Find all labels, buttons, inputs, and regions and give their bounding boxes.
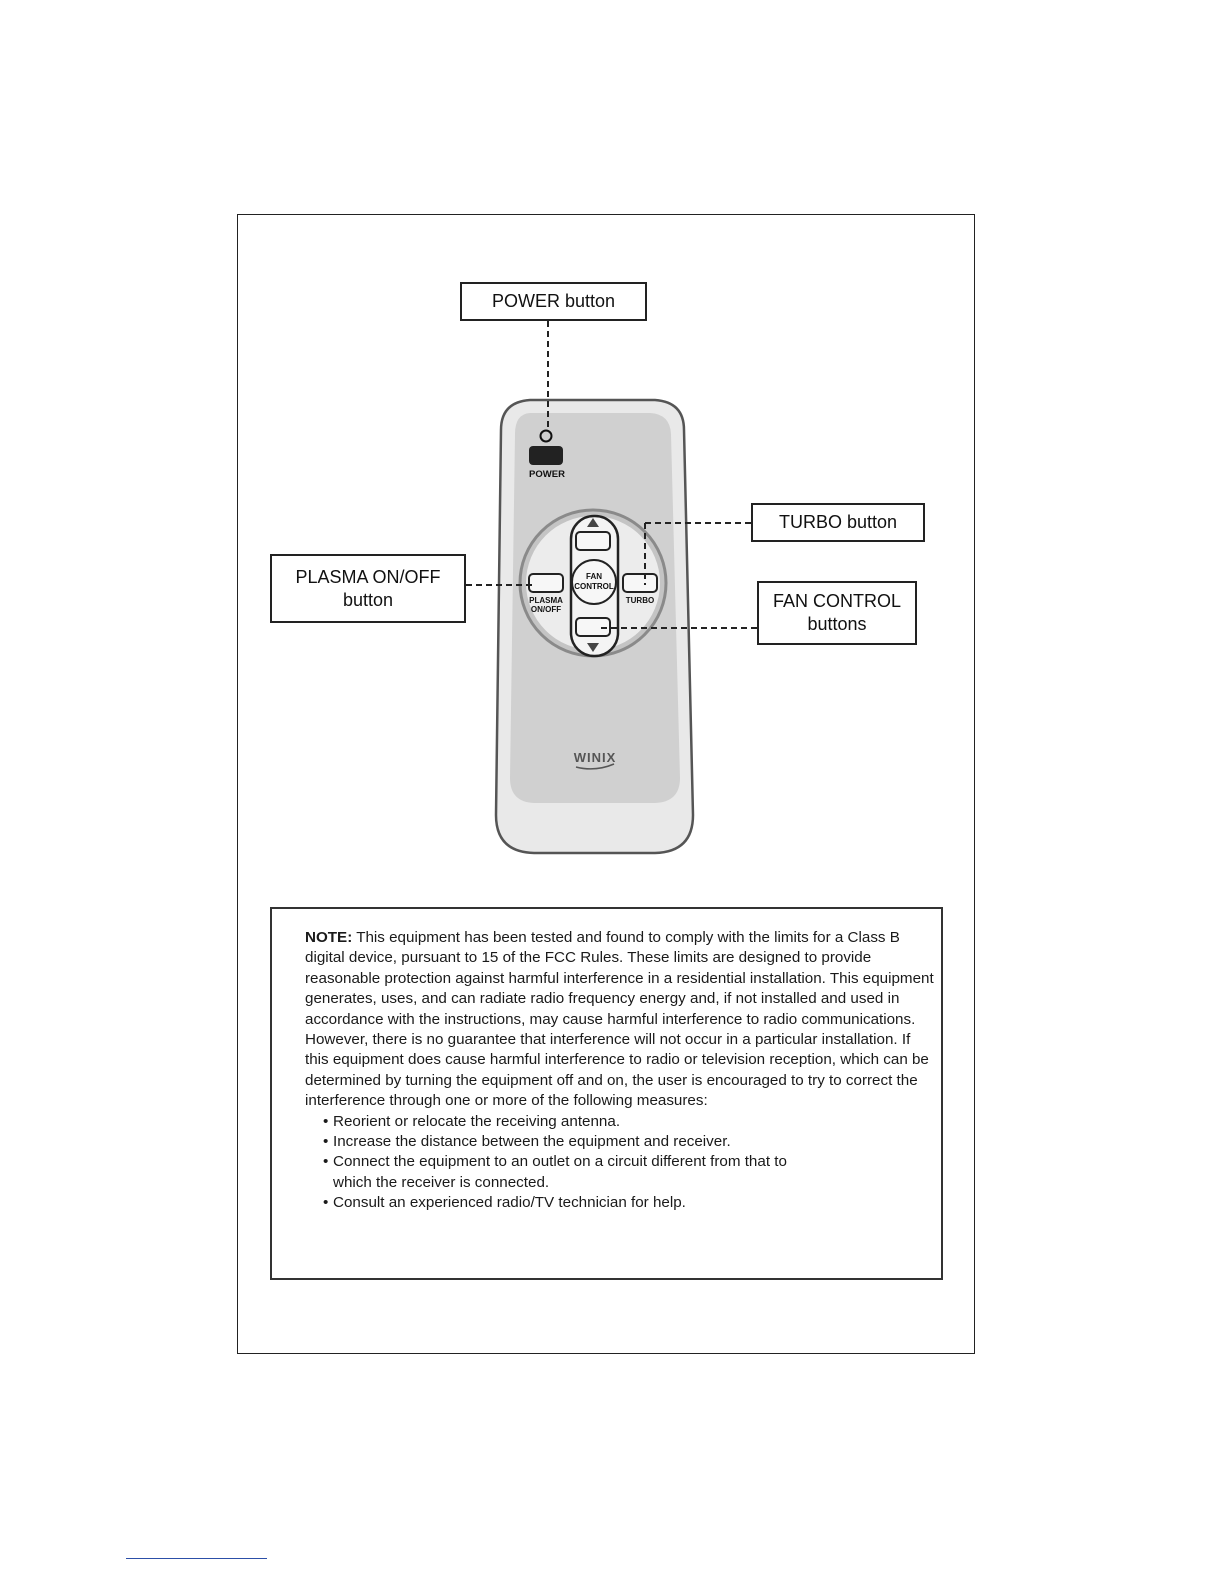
fcc-note-box	[270, 907, 943, 1280]
plasma-label-line2: ON/OFF	[530, 605, 562, 614]
fan-up-button[interactable]	[576, 532, 610, 550]
turbo-callout-text: TURBO button	[778, 512, 898, 532]
plasma-callout	[270, 554, 466, 623]
turbo-button[interactable]	[623, 574, 657, 592]
fcc-note-text	[305, 928, 935, 1214]
brand-logo: WINIX	[573, 750, 617, 765]
fan-label-line1: FAN	[586, 572, 602, 581]
plasma-button[interactable]	[529, 574, 563, 592]
plasma-callout-line1: PLASMA ON/OFF	[295, 566, 441, 587]
power-label: POWER	[529, 469, 565, 480]
fan-callout	[757, 581, 917, 645]
plasma-label-line1: PLASMA	[529, 596, 563, 605]
list-item: • Reorient or relocate the receiving antenna.	[323, 1112, 935, 1132]
footer-rule	[126, 1558, 267, 1559]
note-body: This equipment has been tested and found to comply with the limits for a Class B digital device, pursuant to 15 of the FCC Rules. These limits are designed to provide reasonable protection against harmful interference in a residential installation. This equipment generates, uses, and can radiate radio frequency energy and, if not installed and used in accordance with the instructions, may cause harmful interference to radio communications. However, there is no guarantee that interference will not occur in a particular installation. If this equipment does cause harmful interference to radio or television reception, which can be determined by turning the equipment off and on, the user is encouraged to try to correct the interference through one or more of the following measures:	[305, 929, 934, 1110]
list-item: • Increase the distance between the equipment and receiver.	[323, 1132, 935, 1152]
list-item: • Connect the equipment to an outlet on a circuit different from that to which the receiver is connected.	[323, 1152, 803, 1193]
fan-callout-line2: buttons	[807, 614, 867, 634]
power-callout	[460, 282, 647, 321]
turbo-label: TURBO	[625, 596, 655, 605]
power-callout-text: POWER button	[491, 291, 616, 311]
turbo-callout	[751, 503, 925, 542]
fan-label-line2: CONTROL	[574, 582, 614, 591]
list-item: • Consult an experienced radio/TV technician for help.	[323, 1193, 935, 1213]
plasma-callout-line2: button	[342, 589, 394, 610]
fan-callout-line1: FAN CONTROL	[772, 591, 901, 611]
note-lead: NOTE:	[305, 929, 353, 946]
measures-list	[305, 1112, 935, 1214]
